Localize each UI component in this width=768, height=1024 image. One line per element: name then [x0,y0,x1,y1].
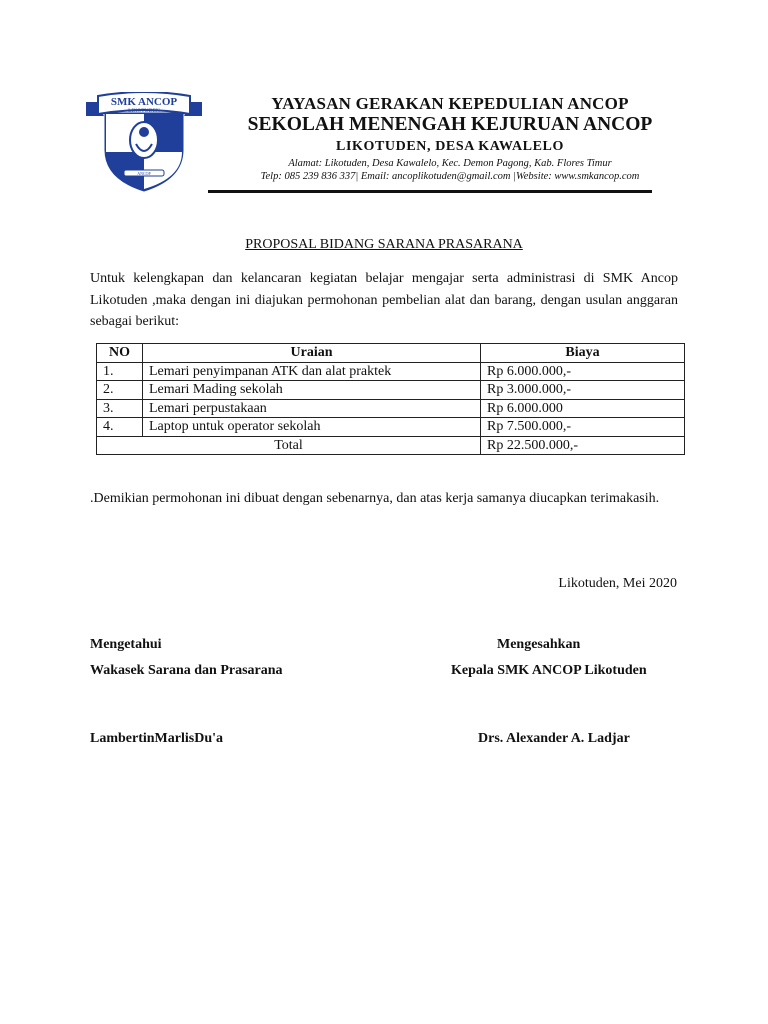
table-row [97,399,685,418]
right-signature-label: Mengesahkan [497,637,581,652]
school-logo [84,92,204,192]
table-row [97,418,685,437]
row-item: Lemari perpustakaan [143,399,481,418]
left-signature-position: Wakasek Sarana dan Prasarana [90,663,283,678]
place-date: Likotuden, Mei 2020 [558,576,677,591]
table-row [97,381,685,400]
school-contact: Telp: 085 239 836 337| Email: ancoplikotuden@gmail.com |Website: www.smkancop.com [260,171,640,182]
row-item: Laptop untuk operator sekolah [143,418,481,437]
table-header-row [97,344,685,363]
budget-table [96,343,685,455]
table-total-row [97,436,685,455]
row-cost: Rp 6.000.000 [481,399,685,418]
organization-name: YAYASAN GERAKAN KEPEDULIAN ANCOP [271,94,629,113]
school-name: SEKOLAH MENENGAH KEJURUAN ANCOP [247,114,653,135]
header-uraian: Uraian [143,344,481,363]
closing-paragraph: .Demikian permohonan ini dibuat dengan sebenarnya, dan atas kerja samanya diucapkan terimakasih. [90,491,660,506]
row-item: Lemari Mading sekolah [143,381,481,400]
table-row [97,362,685,381]
school-address: Alamat: Likotuden, Desa Kawalelo, Kec. Demon Pagong, Kab. Flores Timur [288,158,612,169]
logo-bottom-text: ANCOP [137,171,151,176]
row-cost: Rp 3.000.000,- [481,381,685,400]
total-label: Total [97,436,481,455]
row-no: 2. [97,381,143,400]
school-location: LIKOTUDEN, DESA KAWALELO [336,139,564,154]
document-title: PROPOSAL BIDANG SARANA PRASARANA [245,237,523,252]
left-signature-label: Mengetahui [90,637,162,652]
row-cost: Rp 7.500.000,- [481,418,685,437]
row-no: 1. [97,362,143,381]
row-cost: Rp 6.000.000,- [481,362,685,381]
logo-subtext: LIKOTUDEN [128,108,160,114]
total-value: Rp 22.500.000,- [481,436,685,455]
header-biaya: Biaya [481,344,685,363]
intro-paragraph: Untuk kelengkapan dan kelancaran kegiatan belajar mengajar serta administrasi di SMK Ancop Likotuden ,maka dengan ini diajukan permohonan pembelian alat dan barang, dengan usulan anggaran sebagai berikut: [90,271,678,329]
row-no: 4. [97,418,143,437]
row-item: Lemari penyimpanan ATK dan alat praktek [143,362,481,381]
letterhead-divider [208,190,652,193]
logo-text: SMK ANCOP [110,96,178,108]
right-signature-position: Kepala SMK ANCOP Likotuden [451,663,647,678]
right-signature-name: Drs. Alexander A. Ladjar [478,731,630,746]
left-signature-name: LambertinMarlisDu'a [90,731,223,746]
header-no: NO [97,344,143,363]
row-no: 3. [97,399,143,418]
